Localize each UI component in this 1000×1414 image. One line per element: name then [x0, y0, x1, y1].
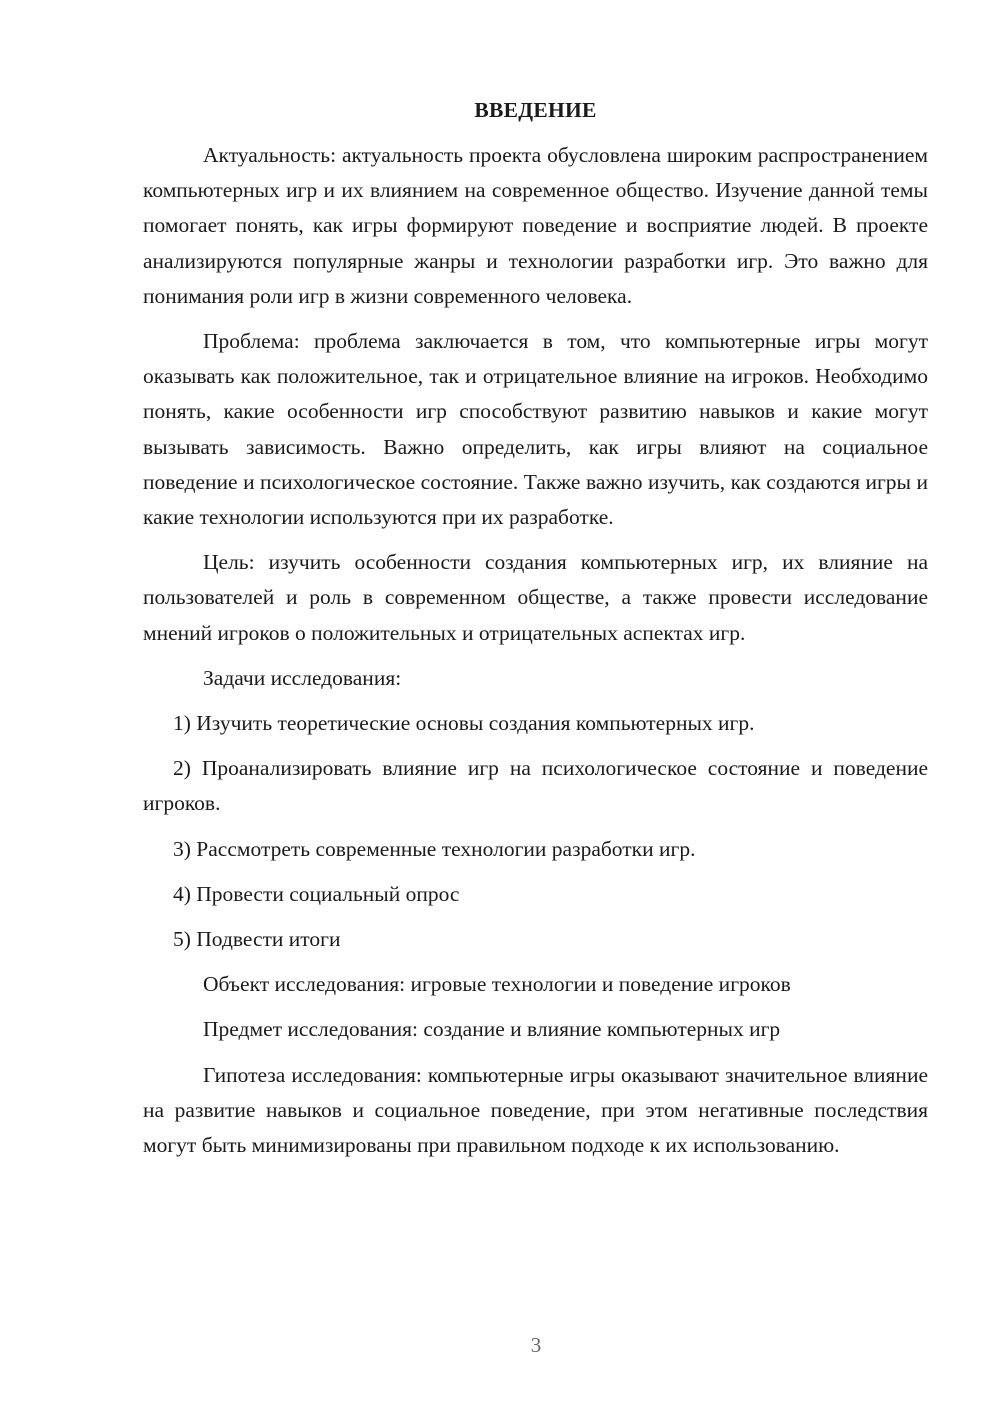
paragraph-problem: Проблема: проблема заключается в том, что компьютерные игры могут оказывать как положительное, так и отрицательное влияние на игроков. Необходимо понять, какие особенности игр способствуют развитию навыков и какие могут вызывать зависимость. Важно определить, как игры влияют на социальное поведение и психологическое состояние. Также важно изучить, как создаются игры и какие технологии используются при их разработке.	[143, 329, 928, 530]
paragraph-subject: Предмет исследования: создание и влияние компьютерных игр	[203, 1017, 781, 1042]
paragraph-goal: Цель: изучить особенности создания компьютерных игр, их влияние на пользователей и роль в современном обществе, а также провести исследование мнений игроков о положительных и отрицательных аспектах игр.	[143, 550, 928, 645]
task-item-5: 5) Подвести итоги	[173, 927, 341, 952]
task-item-2: 2) Проанализировать влияние игр на психологическое состояние и поведение игроков.	[143, 756, 928, 816]
document-page	[143, 92, 928, 1173]
page-title: ВВЕДЕНИЕ	[474, 98, 597, 122]
paragraph-object: Объект исследования: игровые технологии и поведение игроков	[203, 972, 791, 997]
task-item-4: 4) Провести социальный опрос	[173, 881, 460, 906]
paragraph-relevance: Актуальность: актуальность проекта обусловлена широким распространением компьютерных игр и их влиянием на современное общество. Изучение данной темы помогает понять, как игры формируют поведение и восприятие людей. В проекте анализируются популярные жанры и технологии разработки игр. Это важно для понимания роли игр в жизни современного человека.	[143, 143, 928, 308]
page-number: 3	[530, 1333, 542, 1357]
task-item-1: 1) Изучить теоретические основы создания компьютерных игр.	[173, 711, 755, 736]
tasks-title: Задачи исследования:	[203, 665, 402, 690]
paragraph-hypothesis: Гипотеза исследования: компьютерные игры оказывают значительное влияние на развитие навыков и социальное поведение, при этом негативные последствия могут быть минимизированы при правильном подходе к их использованию.	[143, 1062, 928, 1158]
task-item-3: 3) Рассмотреть современные технологии разработки игр.	[173, 836, 696, 861]
